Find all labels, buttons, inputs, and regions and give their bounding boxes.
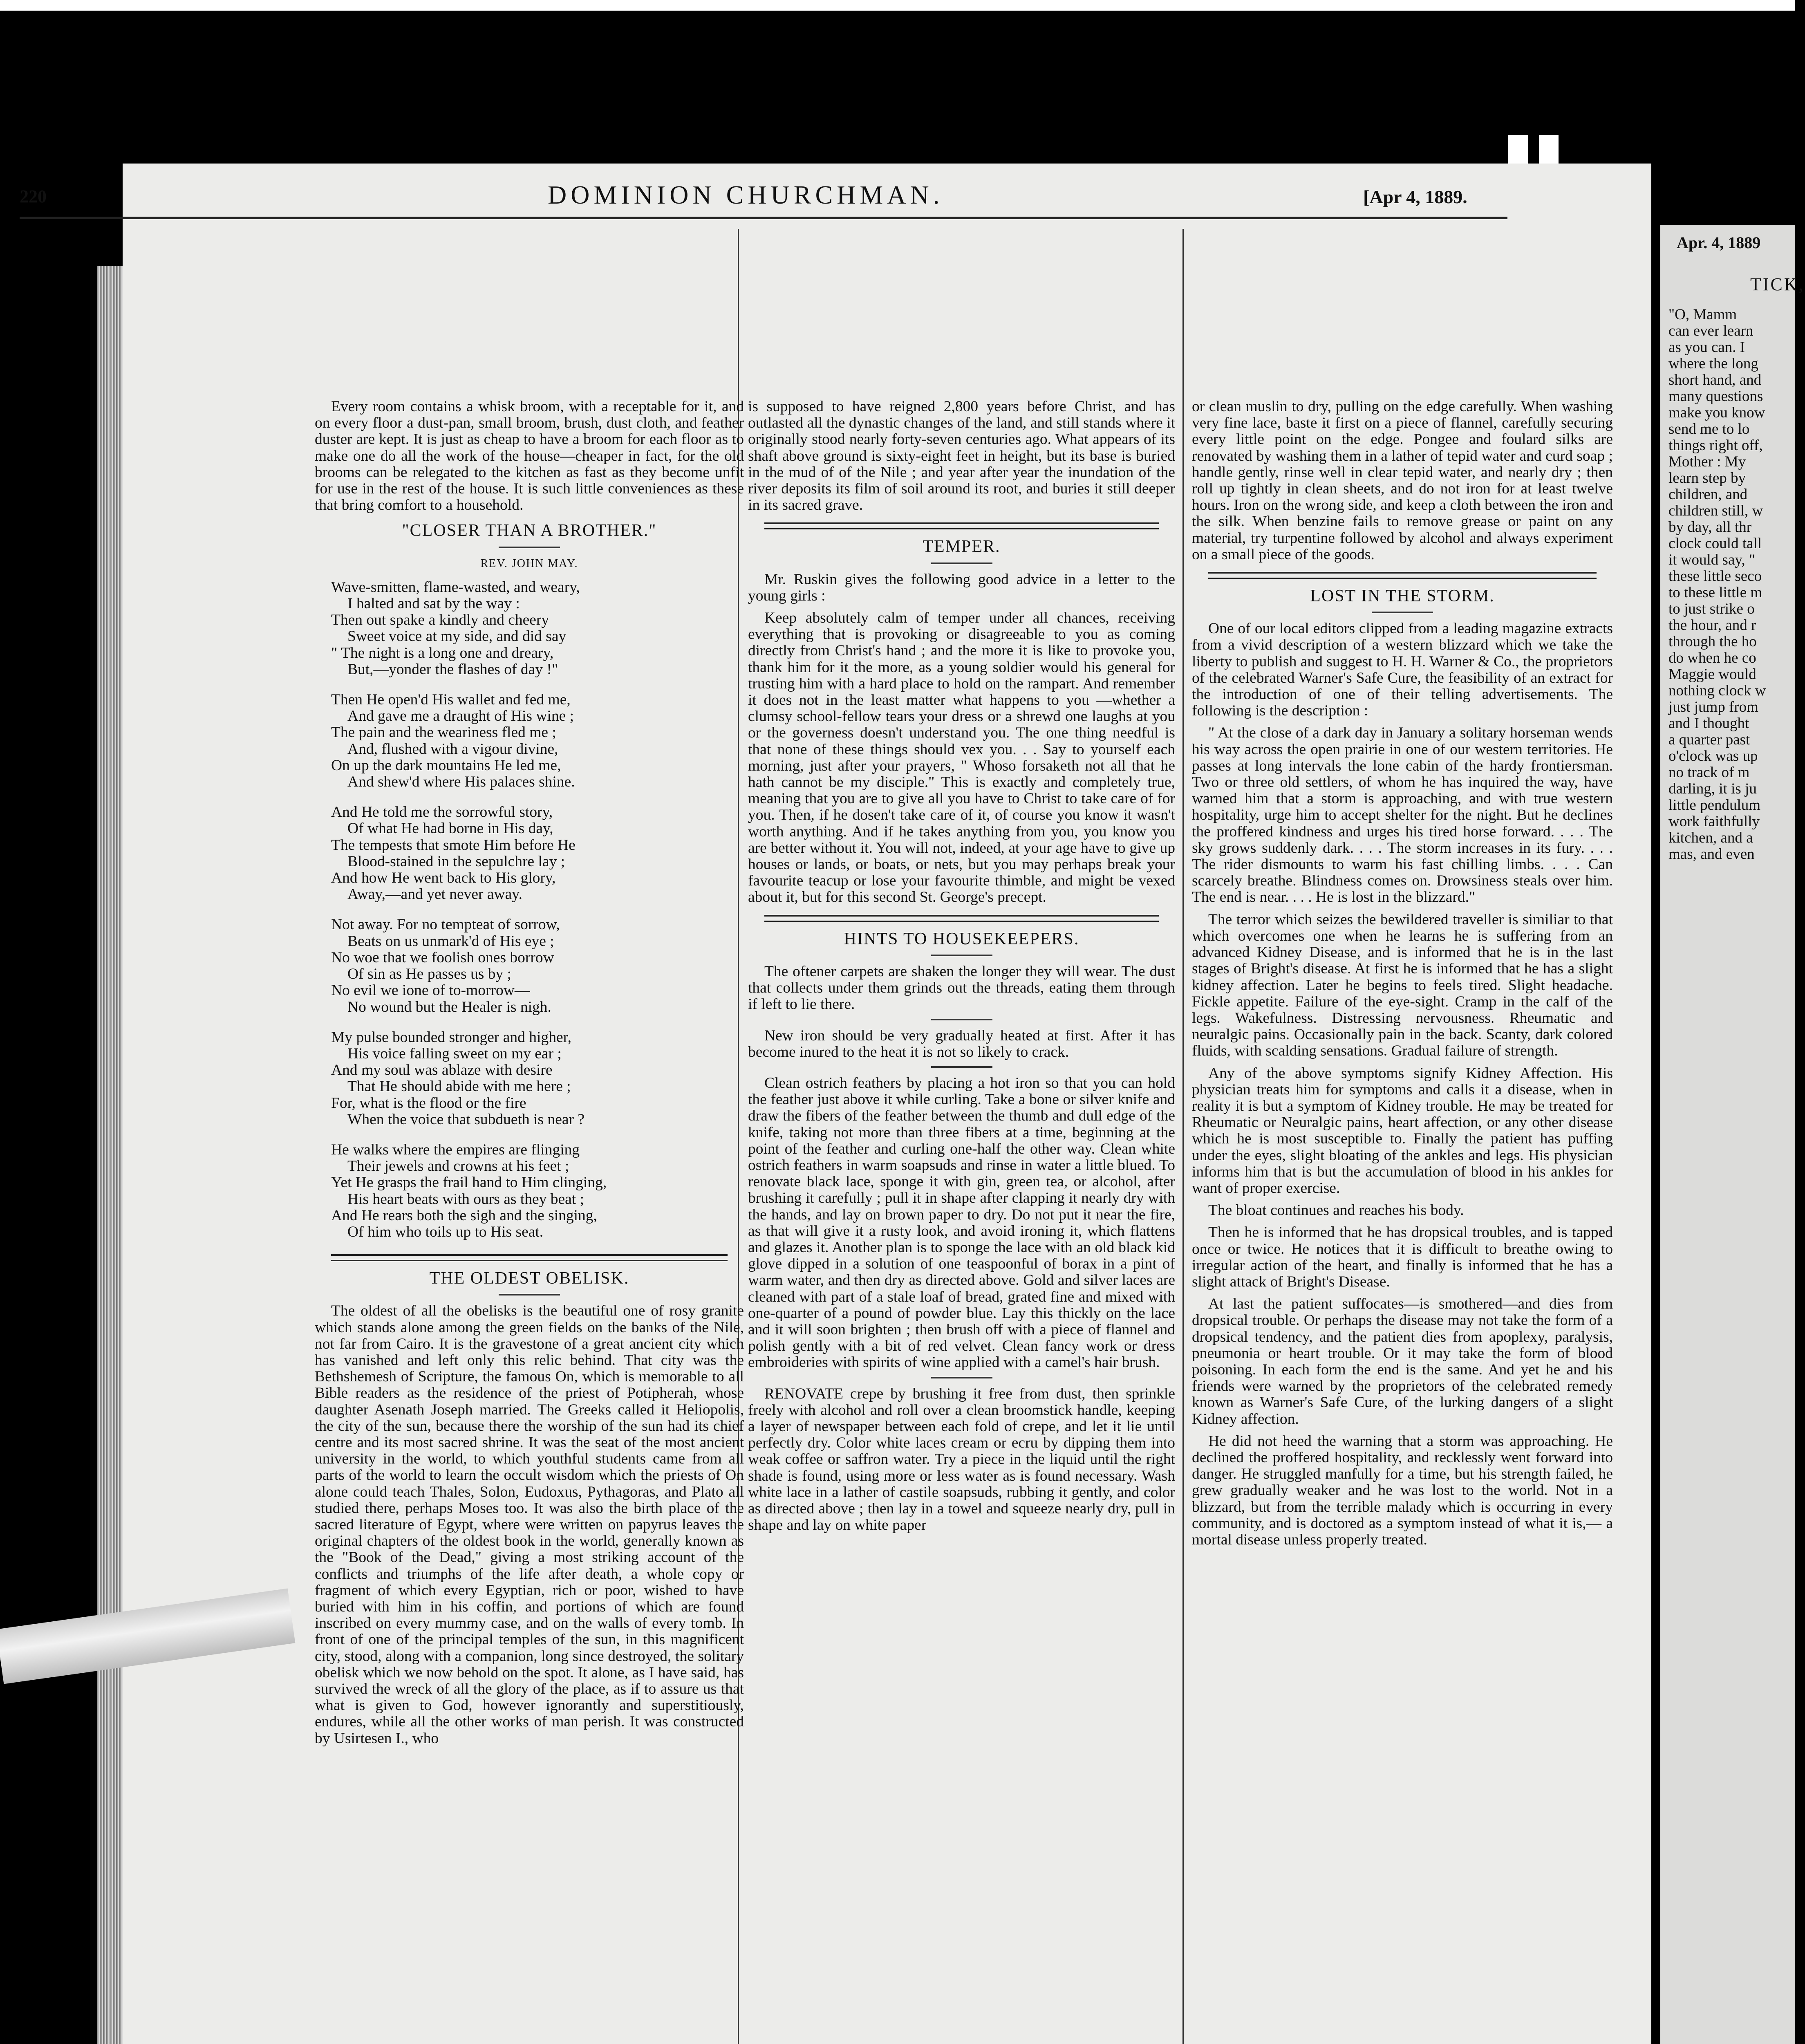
temper-paragraph: Mr. Ruskin gives the following good advice in a letter to the young girls :	[748, 571, 1175, 604]
poem-line: And He told me the sorrowful story,	[331, 804, 553, 821]
poem-line: He walks where the empires are flinging	[331, 1141, 580, 1158]
section-rule	[1208, 572, 1597, 579]
adjacent-page-line: through the ho	[1668, 633, 1757, 650]
adjacent-page-line: the hour, and r	[1668, 617, 1756, 634]
adjacent-page-line: children still, w	[1668, 502, 1763, 519]
adjacent-page-fragment	[1660, 225, 1805, 2044]
adjacent-page-line: by day, all thr	[1668, 519, 1752, 536]
obelisk-article: The oldest of all the obelisks is the beautiful one of rosy granite which stands alone among the green fields on the banks of the Nile, not far from Cairo. It is the gravestone of a great ancient city which has vanished and left only this relic behind. That city was the Bethshemesh of Scripture, the famous On, which is memorable to all Bible readers as the residence of the priest of Potipherah, whose daughter Asenath Joseph married. The Greeks called it Heliopolis, the city of the sun, because there the worship of the sun had its chief centre and its most sacred shrine. It was the seat of the most ancient university in the world, to which youthful students came from all parts of the world to learn the occult wisdom which the priests of On alone could teach Thales, Solon, Eudoxus, Pythagoras, and Plato all studied there, perhaps Moses too. It was also the birth place of the sacred literature of Egypt, where were written on papyrus leaves the original chapters of the oldest book in the world, generally known as the "Book of the Dead," giving a most striking account of the conflicts and triumphs of the life after death, a whole copy or fragment of which every Egyptian, rich or poor, wished to have buried with him in his coffin, and portions of which are found inscribed on every mummy case, and on the walls of every tomb. In front of one of the principal temples of the sun, in this magnificent city, stood, along with a companion, long since destroyed, the solitary obelisk which we now behold on the spot. It alone, as I have said, has survived the wreck of all the glory of the place, as if to assure us that what is given to God, however ignorantly and superstitiously, endures, while all the other works of man perish. It was constructed by Usirtesen I., who	[315, 1302, 744, 1747]
hints-paragraph: RENOVATE crepe by brushing it free from dust, then sprinkle freely with alcohol and roll over a clean broomstick handle, keeping a layer of newspaper between each fold of crepe, and let it lie until perfectly dry. Color white laces cream or ecru by dipping them into weak coffee or saffron water. Try a piece in the liquid until the right shade is found, using more or less water as is found necessary. Wash white lace in a lather of castile soapsuds, rubbing it gently, and color as directed above ; then lay in a towel and squeeze nearly dry, pull in shape and lay on white paper	[748, 1385, 1175, 1534]
issue-date: [Apr 4, 1889.	[1363, 186, 1467, 207]
title-rule	[931, 955, 992, 956]
intro-paragraph: Every room contains a whisk broom, with a receptable for it, and on every floor a dust-pan, small broom, brush, dust cloth, and feather duster are kept. It is just as cheap to have a broom for each floor as to make one do all the work of the house—cheaper in fact, for the old brooms can be relegated to the kitchen as fast as they become unfit for use in the rest of the house. It is such little conveniences as these that bring comfort to a household.	[315, 398, 744, 514]
poem-stanza	[331, 804, 744, 903]
section-rule	[331, 1254, 728, 1261]
poem-line: No wound but the Healer is nigh.	[347, 998, 551, 1015]
paragraph-rule	[931, 1019, 992, 1020]
adjacent-page-line: it would say, "	[1668, 551, 1756, 568]
poem-stanza	[331, 692, 744, 790]
column-3	[1192, 399, 1613, 2044]
adjacent-page-line: work faithfully	[1668, 813, 1760, 830]
poem-stanza	[331, 917, 744, 1015]
poem-line: Yet He grasps the frail hand to Him clinging,	[331, 1174, 607, 1191]
adjacent-page-line: Mother : My	[1668, 453, 1746, 470]
poem-stanza	[331, 1029, 744, 1128]
column-rule	[1182, 229, 1184, 2044]
section-rule	[764, 915, 1159, 922]
poem-line: But,—yonder the flashes of day !"	[347, 661, 558, 678]
storm-paragraph: Any of the above symptoms signify Kidney Affection. His physician treats him for symptoms and calls it a disease, when in reality it is but a symptom of Kidney trouble. He may be treated for Rheumatic or Neuralgic pains, heart affection, or any other disease which he is most susceptible to. Finally the patient has puffing under the eyes, slight bloating of the ankles and legs. His physician informs him that is but the accumulation of blood in his ankles for want of proper exercise.	[1192, 1065, 1613, 1197]
storm-paragraph: One of our local editors clipped from a leading magazine extracts from a vivid description of a western blizzard which we take the liberty to publish and suggest to H. H. Warner & Co., the proprietors of the celebrated Warner's Safe Cure, the feasibility of an extract for the introduction of one of their telling advertisements. The following is the description :	[1192, 620, 1613, 719]
poem-line: I halted and sat by the way :	[347, 595, 520, 612]
adjacent-page-line: Maggie would	[1668, 666, 1756, 683]
poem-line: Not away. For no tempteat of sorrow,	[331, 916, 560, 933]
adjacent-page-line: where the long	[1668, 355, 1758, 372]
hints-title: HINTS TO HOUSEKEEPERS.	[844, 929, 1079, 948]
scan-top-band	[0, 0, 1795, 11]
poem-line: My pulse bounded stronger and higher,	[331, 1029, 571, 1046]
paragraph-rule	[931, 1066, 992, 1068]
poem-line: " The night is a long one and dreary,	[331, 644, 554, 661]
poem-line: Wave-smitten, flame-wasted, and weary,	[331, 578, 580, 596]
storm-title: LOST IN THE STORM.	[1310, 587, 1495, 606]
adjacent-page-line: little pendulum	[1668, 797, 1761, 814]
adjacent-page-line: children, and	[1668, 486, 1748, 503]
hints-paragraph: The oftener carpets are shaken the longer they will wear. The dust that collects under them grinds out the threads, eating them through if left to lie there.	[748, 963, 1175, 1013]
poem-line: Beats on us unmark'd of His eye ;	[347, 932, 554, 950]
poem-line: Their jewels and crowns at his feet ;	[347, 1158, 569, 1175]
poem-line: Of what He had borne in His day,	[347, 820, 553, 837]
adjacent-page-line: mas, and even	[1668, 846, 1755, 863]
poem-stanza	[331, 1142, 744, 1240]
temper-paragraph: Keep absolutely calm of temper under all chances, receiving everything that is provoking or disagreeable to you as coming directly from Christ's hand ; and the more it is like to provoke you, thank him for it the more, as a young soldier would his general for trusting him with a hard place to hold on the rampart. And remember it does not in the least matter what happens to you —whether a clumsy school-fellow tears your dress or a shrewd one laughs at you or the governess doesn't understand you. The one thing needful is that none of these things should vex you. . . Say to yourself each morning, just after your prayers, " Whoso forsaketh not all that he hath cannot be my disciple." This is exactly and completely true, meaning that you are to give all you have to Christ to take care of for you. Then, if he dosen't take care of it, of course you know it wasn't worth anything. And if he takes anything from you, you know you are better without it. You will not, indeed, at your age have to give up houses or lands, or boats, or nets, but you may perhaps break your favourite teacup or lose your favourite thimble, and might be vexed about it, but for this second St. George's precept.	[748, 610, 1175, 906]
adjacent-page-line: to these little m	[1668, 584, 1762, 601]
poem-line: His voice falling sweet on my ear ;	[347, 1045, 562, 1062]
adjacent-page-line: a quarter past	[1668, 731, 1750, 748]
poem-line: On up the dark mountains He led me,	[331, 757, 561, 774]
adjacent-page-line: and I thought	[1668, 715, 1749, 732]
title-rule	[931, 563, 992, 564]
adjacent-page-line: short hand, and	[1668, 372, 1762, 388]
poem-line: And gave me a draught of His wine ;	[347, 708, 574, 725]
poem-line: And how He went back to His glory,	[331, 870, 556, 887]
poem-line: The tempests that smote Him before He	[331, 836, 576, 854]
hints-continuation: or clean muslin to dry, pulling on the edge carefully. When washing very fine lace, baste it first on a piece of flannel, carefully securing every little point on the edge. Pongee and foulard silks are renovated by washing them in a lather of tepid water and curd soap ; handle gently, rinse well in clear tepid water, and nearly dry ; then roll up tightly in clean sheets, and do not iron for at least twelve hours. Iron on the wrong side, and keep a cloth between the iron and the silk. When benzine fails to remove grease or paint on any material, try turpentine followed by alcohol and always experiment on a small piece of the goods.	[1192, 398, 1613, 563]
hints-paragraph: Clean ostrich feathers by placing a hot iron so that you can hold the feather just above it while curling. Take a bone or silver knife and draw the fibers of the feather between the thumb and dull edge of the knife, taking not more than three fibers at a time, beginning at the point of the feather and curling one-half the other way. Clean white ostrich feathers in warm soapsuds and rinse in water a little blued. To renovate black lace, sponge it with gin, green tea, or alcohol, after brushing it carefully ; pull it in shape after clapping it nearly dry with the hands, and lay on brown paper to dry. Do not put it near the fire, as that will give it a rusty look, and avoid ironing it, which flattens and glazes it. Another plan is to sponge the lace with an old black kid glove dipped in a solution of one teaspoonful of borax in a pint of warm water, and then dry as directed above. Gold and silver laces are cleaned with part of a stale loaf of bread, grated fine and mixed with one-quarter of a pound of powder blue. Lay this thickly on the lace and it will soon brighten ; then brush off with a piece of flannel and polish gently with a bit of red velvet. Clean fancy work or dress embroideries with spirits of wine applied with a camel's hair brush.	[748, 1074, 1175, 1371]
poem-line: The pain and the weariness fled me ;	[331, 724, 556, 741]
storm-paragraph: " At the close of a dark day in January a solitary horseman wends his way across the open prairie in one of our western territories. He passes at long intervals the lone cabin of the hardy frontiersman. Two or three old settlers, of whom he has inquired the way, have warned him that a storm is approaching, and with true western hospitality, urge him to accept shelter for the night. But he declines the proffered kindness and urges his tired horse forward. . . . The sky grows suddenly dark. . . . The storm increases in its fury. . . . The rider dismounts to warm his fast chilling limbs. . . . Can scarcely breathe. Blindness comes on. Drowsiness steals over him. The end is near. . . . He is lost in the blizzard."	[1192, 724, 1613, 906]
adjacent-page-date: Apr. 4, 1889	[1677, 233, 1761, 252]
storm-paragraph: The bloat continues and reaches his body.	[1208, 1202, 1464, 1219]
adjacent-page-line: make you know	[1668, 404, 1765, 421]
adjacent-page-line: do when he co	[1668, 650, 1756, 666]
obelisk-continuation: is supposed to have reigned 2,800 years before Christ, and has outlasted all the dynastic changes of the land, and still stands where it originally stood nearly forty-seven centuries ago. What appears of its shaft above ground is sixty-eight feet in height, but its base is buried in the mud of of the Nile ; and year after year the inundation of the river deposits its film of soil around its root, and buries it still deeper in its sacred grave.	[748, 398, 1175, 514]
poem-line: His heart beats with ours as they beat ;	[347, 1190, 584, 1208]
adjacent-page-line: as you can. I	[1668, 339, 1745, 356]
temper-title: TEMPER.	[923, 537, 1001, 556]
book-page-edges	[97, 266, 126, 2044]
poem-line: Then out spake a kindly and cheery	[331, 612, 549, 629]
poem-line: And, flushed with a vigour divine,	[347, 740, 558, 758]
poem-line: Sweet voice at my side, and did say	[347, 628, 567, 645]
title-rule	[1372, 612, 1433, 613]
adjacent-page-line: these little seco	[1668, 568, 1762, 585]
adjacent-page-text	[1668, 307, 1795, 863]
obelisk-title: THE OLDEST OBELISK.	[429, 1269, 629, 1288]
storm-paragraph: He did not heed the warning that a storm was approaching. He declined the proffered hospitality, and recklessly went forward into danger. He struggled manfully for a time, but his strength failed, he grew gradually weaker and he was lost to the world. Not in a blizzard, but from the terrible malady which is occurring in every community, and is doctored as a symptom instead of what it is,— a mortal disease unless properly treated.	[1192, 1432, 1613, 1548]
poem-line: When the voice that subdueth is near ?	[347, 1111, 585, 1128]
poem-line: No evil we ione of to-morrow—	[331, 982, 530, 999]
journal-title: DOMINION CHURCHMAN.	[548, 180, 944, 209]
adjacent-page-line: kitchen, and a	[1668, 829, 1753, 846]
paragraph-rule	[931, 1377, 992, 1378]
adjacent-page-line: can ever learn	[1668, 323, 1753, 339]
poem-line: Of him who toils up to His seat.	[347, 1223, 544, 1240]
poem-line: That He should abide with me here ;	[347, 1078, 571, 1095]
poem-author: REV. JOHN MAY.	[480, 557, 578, 570]
poem-line: For, what is the flood or the fire	[331, 1094, 526, 1112]
column-1	[315, 399, 744, 2044]
adjacent-page-line: "O, Mamm	[1668, 306, 1737, 323]
adjacent-page-line: many questions	[1668, 388, 1763, 405]
hints-paragraph: New iron should be very gradually heated at first. After it has become inured to the heat it is not so likely to crack.	[748, 1027, 1175, 1060]
adjacent-page-line: darling, it is ju	[1668, 780, 1757, 797]
section-rule	[764, 522, 1159, 529]
poem-body	[315, 579, 744, 1240]
poem-line: And my soul was ablaze with desire	[331, 1062, 553, 1079]
poem-line: And He rears both the sigh and the singing,	[331, 1207, 597, 1224]
poem-line: No woe that we foolish ones borrow	[331, 949, 554, 966]
adjacent-page-line: o'clock was up	[1668, 748, 1758, 764]
page-number: 220	[20, 186, 47, 206]
adjacent-page-heading: TICK,	[1750, 274, 1805, 294]
adjacent-page-line: clock could tall	[1668, 535, 1762, 552]
column-2	[748, 399, 1175, 2044]
poem-line: Away,—and yet never away.	[347, 886, 522, 903]
poem-line: Of sin as He passes us by ;	[347, 966, 512, 983]
adjacent-page-line: no track of m	[1668, 764, 1750, 781]
adjacent-page-line: things right off,	[1668, 437, 1763, 454]
title-rule	[499, 1294, 560, 1295]
adjacent-page-line: send me to lo	[1668, 421, 1750, 437]
poem-line: Then He open'd His wallet and fed me,	[331, 691, 571, 708]
storm-paragraph: Then he is informed that he has dropsical troubles, and is tapped once or twice. He notices that it is difficult to breathe owing to irregular action of the heart, and finally is informed that he has a slight attack of Bright's Disease.	[1192, 1224, 1613, 1290]
adjacent-page-line: nothing clock w	[1668, 682, 1766, 699]
poem-stanza	[331, 579, 744, 678]
adjacent-page-line: to just strike o	[1668, 601, 1755, 617]
storm-paragraph: At last the patient suffocates—is smothered—and dies from dropsical trouble. Or perhaps the disease may not take the form of a dropsical tendency, and the patient dies from apoplexy, paralysis, pneumonia or heart trouble. Or it may take the form of blood poisoning. In each form the end is the same. And yet he and his friends were warned by the proprietors of the celebrated remedy known as Warner's Safe Cure, of the lurking dangers of a slight Kidney affection.	[1192, 1295, 1613, 1428]
header-rule	[20, 217, 1507, 219]
poem-line: Blood-stained in the sepulchre lay ;	[347, 853, 565, 870]
adjacent-page-line: just jump from	[1668, 699, 1758, 715]
storm-paragraph: The terror which seizes the bewildered traveller is similiar to that which overcomes one when he learns he is suffering from an advanced Kidney Disease, and is informed that he is in the last stages of Bright's disease. At first he is informed that he has a slight kidney affection. Later he begins to feels tired. Slight headache. Fickle appetite. Failure of the eye-sight. Cramp in the calf of the legs. Wakefulness. Distressing nervousness. Rheumatic and neuralgic pains. Occasionally pain in the back. Scanty, dark colored fluids, with scalding sensations. Gradual failure of strength.	[1192, 911, 1613, 1060]
poem-title: "CLOSER THAN A BROTHER."	[402, 521, 657, 540]
adjacent-page-line: learn step by	[1668, 470, 1746, 486]
title-rule	[499, 547, 560, 548]
poem-line: And shew'd where His palaces shine.	[347, 773, 575, 791]
